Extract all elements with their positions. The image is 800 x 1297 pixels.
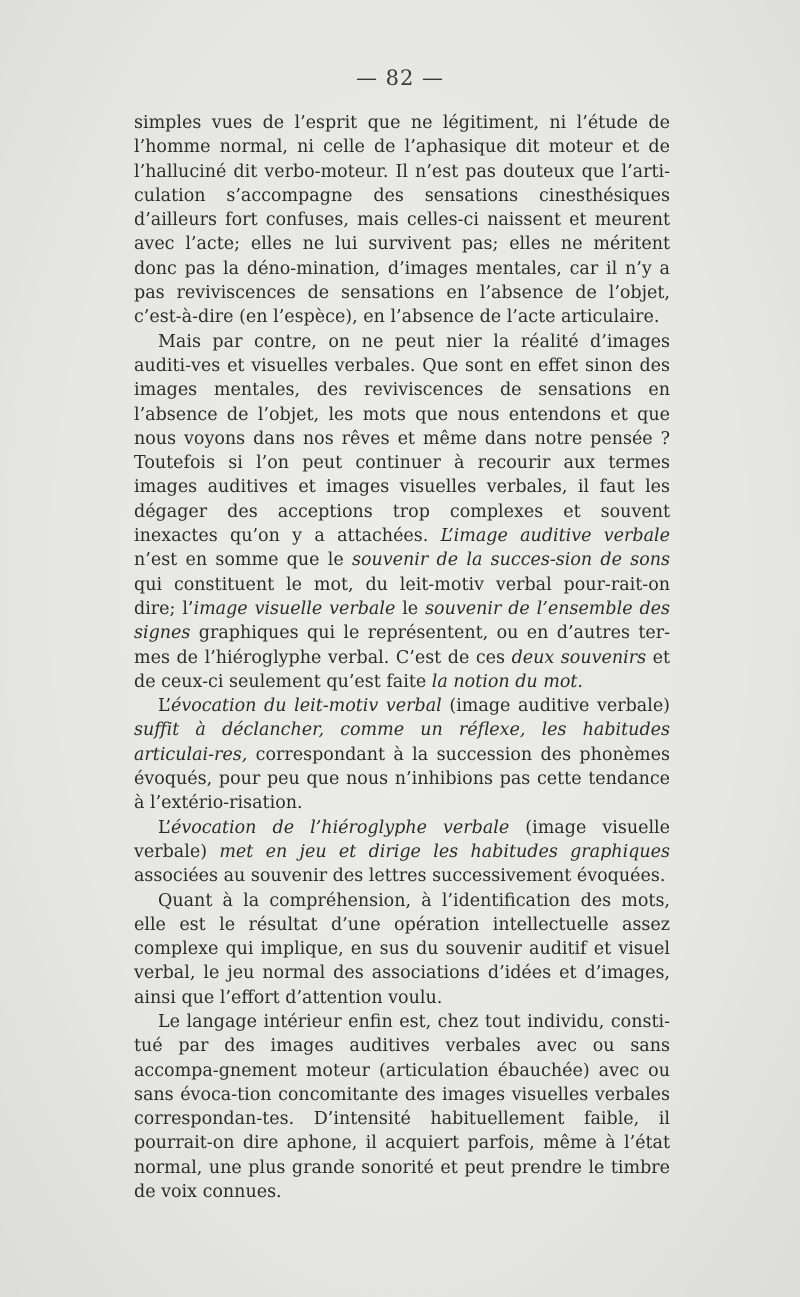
paragraph bbox=[134, 816, 670, 889]
text-run: L’ bbox=[158, 817, 171, 838]
text-run: qui constituent le mot, du leit-motiv verbal pour-rait-on dire; l’ bbox=[134, 574, 670, 619]
italic-text-run: la notion du mot. bbox=[431, 671, 583, 692]
text-run: L’ bbox=[158, 696, 171, 717]
text-run: associées au souvenir des lettres successivement évoquées. bbox=[134, 866, 666, 887]
text-run: n’est en somme que le bbox=[134, 550, 352, 571]
text-run: et de ceux-ci seulement qu’est faite bbox=[134, 647, 671, 692]
text-run: Mais par contre, on ne peut nier la réalité d’images auditi-ves et visuelles verbales. Que sont en effet sinon des images mentales, des reviviscences de sensations en l’absence de l’objet, les mots que nous entendons et que nous voyons dans nos rêves et même dans notre pensée ? Toutefois si l’on peut continuer à recourir aux termes images auditives et images visuelles verbales, il faut les dégager des acceptions trop complexes et souvent inexactes qu’on y a attachées. bbox=[134, 331, 670, 547]
italic-text-run: image visuelle verbale bbox=[193, 598, 396, 619]
text-run: graphiques qui le représentent, ou en d’autres ter-mes de l’hiéroglyphe verbal. C’est de ces bbox=[134, 623, 670, 668]
text-run: (image auditive verbale) bbox=[441, 696, 670, 717]
text-run: Le langage intérieur enfin est, chez tout individu, consti-tué par des images auditives verbales avec ou sans accompa-gnement moteur (articulation ébauchée) avec ou sans évoca-tion concomitante des images visuelles verbales correspondan-tes. D’intensité habituellement faible, il pourrait-on dire aphone, il acquiert parfois, même à l’état normal, une plus grande sonorité et peut prendre le timbre de voix connues. bbox=[134, 1011, 670, 1203]
italic-text-run: met en jeu et dirige les habitudes graphiques bbox=[219, 841, 670, 862]
paragraph bbox=[134, 889, 670, 1010]
paragraph bbox=[134, 1010, 670, 1204]
italic-text-run: évocation de l’hiéroglyphe verbale bbox=[171, 817, 510, 838]
italic-text-run: suffit à déclancher, comme un réflexe, les habitudes articulai-res, bbox=[134, 720, 670, 765]
italic-text-run: évocation du leit-motiv verbal bbox=[171, 696, 442, 717]
paragraph bbox=[134, 111, 670, 330]
text-run: correspondant à la succession des phonèmes évoqués, pour peu que nous n’inhibions pas cette tendance à l’extério-risation. bbox=[134, 744, 670, 814]
body-text bbox=[134, 111, 670, 1204]
page-number: — 82 — bbox=[355, 66, 445, 90]
italic-text-run: deux souvenirs bbox=[511, 647, 647, 668]
paragraph bbox=[134, 694, 670, 815]
text-run: Quant à la compréhension, à l’identification des mots, elle est le résultat d’une opération intellectuelle assez complexe qui implique, en sus du souvenir auditif et visuel verbal, le jeu normal des associations d’idées et d’images, ainsi que l’effort d’attention voulu. bbox=[134, 890, 670, 1008]
italic-text-run: L’image auditive verbale bbox=[440, 526, 670, 547]
paragraph bbox=[134, 330, 670, 694]
italic-text-run: souvenir de la succes-sion de sons bbox=[352, 550, 670, 571]
text-run: le bbox=[395, 598, 426, 619]
text-run: simples vues de l’esprit que ne légitiment, ni l’étude de l’homme normal, ni celle de l’aphasique dit moteur et de l’halluciné dit verbo-moteur. Il n’est pas douteux que l’arti-culation s’accompagne des sensations cinesthésiques d’ailleurs fort confuses, mais celles-ci naissent et meurent avec l’acte; elles ne lui survivent pas; elles ne méritent donc pas la déno-mination, d’images mentales, car il n’y a pas reviviscences de sensations en l’absence de l’objet, c’est-à-dire (en l’espèce), en l’absence de l’acte articulaire. bbox=[134, 113, 670, 328]
text-run: (image visuelle verbale) bbox=[134, 817, 671, 862]
italic-text-run: souvenir de l’ensemble des signes bbox=[134, 598, 670, 644]
